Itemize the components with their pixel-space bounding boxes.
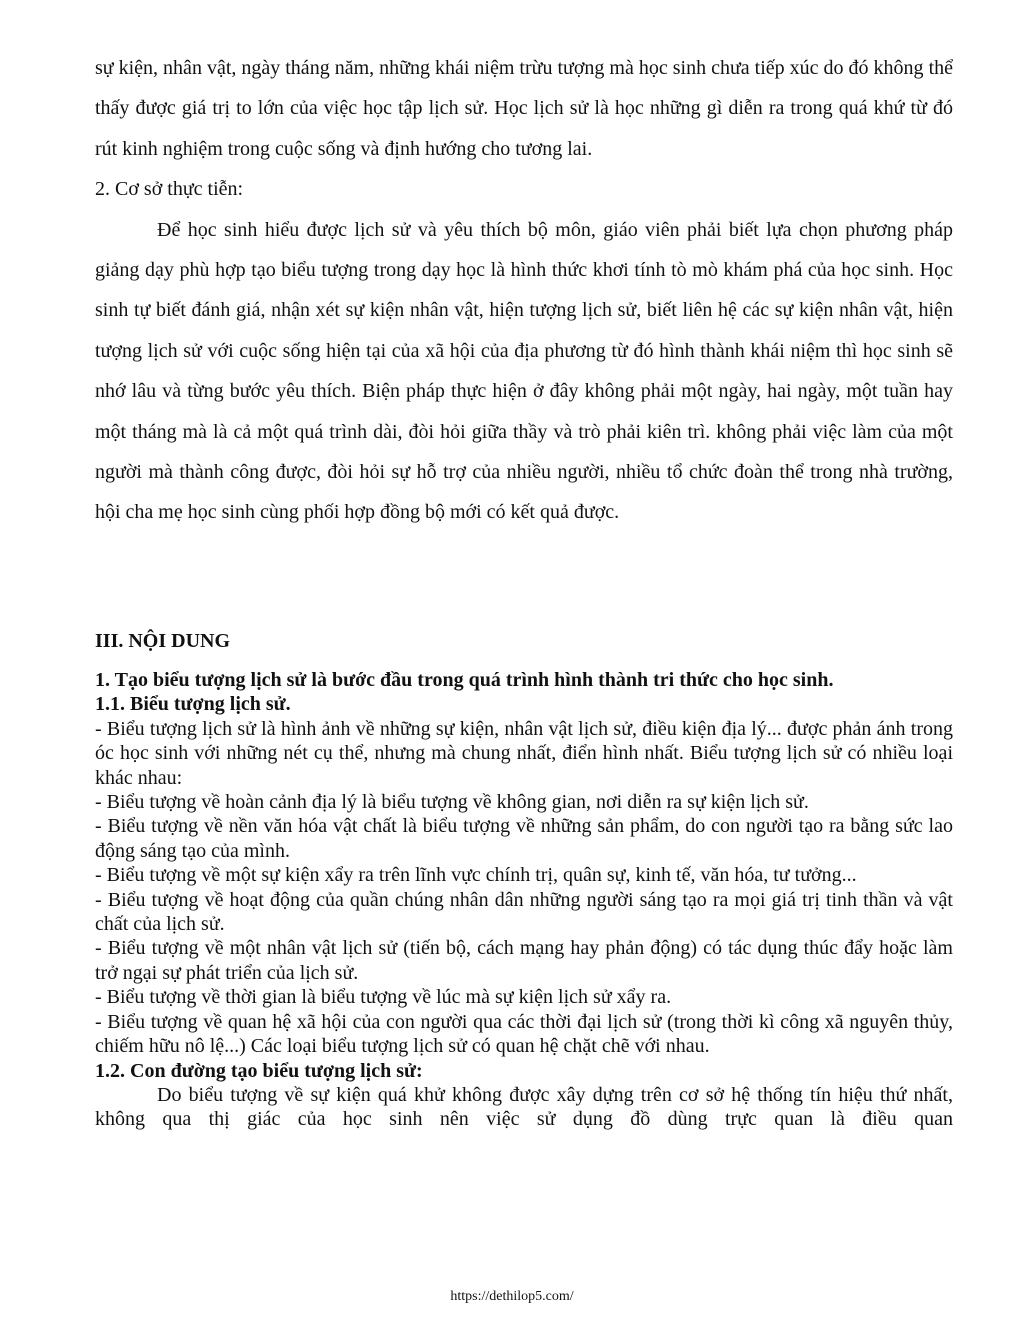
heading-con-duong-tao-bieu-tuong: 1.2. Con đường tạo biểu tượng lịch sử: <box>95 1059 423 1082</box>
heading-tao-bieu-tuong: 1. Tạo biểu tượng lịch sử là bước đầu trong quá trình hình thành tri thức cho học sinh. <box>95 669 834 691</box>
bullet-item: - Biểu tượng về nền văn hóa vật chất là biểu tượng về những sản phẩm, do con người tạo ra bằng sức lao động sáng tạo của mình. <box>95 815 953 862</box>
bullet-item: - Biểu tượng về hoạt động của quần chúng nhân dân những người sáng tạo ra mọi giá trị tinh thần và vật chất của lịch sử. <box>95 888 953 936</box>
bullet-item: - Biểu tượng về quan hệ xã hội của con người qua các thời đại lịch sử (trong thời kì công xã nguyên thủy, chiếm hữu nô lệ...) Các loại biểu tượng lịch sử có quan hệ chặt chẽ với nhau. <box>95 1010 953 1058</box>
section-noi-dung <box>95 668 953 1132</box>
bullet-item: - Biểu tượng lịch sử là hình ảnh về những sự kiện, nhân vật lịch sử, điều kiện địa lý... được phản ánh trong óc học sinh với những nét cụ thể, nhưng mà chung nhất, điển hình nhất. Biểu tượng lịch sử có nhiều loại khác nhau: <box>95 717 953 789</box>
heading-bieu-tuong-lich-su: 1.1. Biểu tượng lịch sử. <box>95 693 291 716</box>
paragraph-intro: sự kiện, nhân vật, ngày tháng năm, những khái niệm trừu tượng mà học sinh chưa tiếp xúc do đó không thể thấy được giá trị to lớn của việc học tập lịch sử. Học lịch sử là học những gì diễn ra trong quá khứ từ đó rút kinh nghiệm trong cuộc sống và định hướng cho tương lai. <box>95 57 953 160</box>
document-page <box>95 0 953 1325</box>
heading-noi-dung: III. NỘI DUNG <box>95 630 231 652</box>
bullet-item: - Biểu tượng về thời gian là biểu tượng về lúc mà sự kiện lịch sử xẩy ra. <box>95 986 672 1009</box>
paragraph-co-so-thuc-tien: Để học sinh hiểu được lịch sử và yêu thích bộ môn, giáo viên phải biết lựa chọn phương pháp giảng dạy phù hợp tạo biểu tượng trong dạy học là hình thức khơi tính tò mò khám phá của học sinh. Học sinh tự biết đánh giá, nhận xét sự kiện nhân vật, hiện tượng lịch sử, biết liên hệ các sự kiện nhân vật, hiện tượng lịch sử với cuộc sống hiện tại của xã hội của địa phương từ đó hình thành khái niệm thì học sinh sẽ nhớ lâu và từng bước yêu thích. Biện pháp thực hiện ở đây không phải một ngày, hai ngày, một tuần hay một tháng mà là cả một quá trình dài, đòi hỏi giữa thầy và trò phải kiên trì. không phải việc làm của một người mà thành công được, đòi hỏi sự hỗ trợ của nhiều người, nhiều tổ chức đoàn thể trong nhà trường, hội cha mẹ học sinh cùng phối hợp đồng bộ mới có kết quả được. <box>95 218 953 524</box>
bullet-item: - Biểu tượng về một nhân vật lịch sử (tiến bộ, cách mạng hay phản động) có tác dụng thúc đẩy hoặc làm trở ngại sự phát triển của lịch sử. <box>95 937 953 984</box>
paragraph-con-duong: Do biểu tượng về sự kiện quá khử không được xây dựng trên cơ sở hệ thống tín hiệu thứ nhất, không qua thị giác của học sinh nên việc sử dụng đồ dùng trực quan là điều quan <box>95 1083 953 1131</box>
bullet-item: - Biểu tượng về một sự kiện xẩy ra trên lĩnh vực chính trị, quân sự, kinh tế, văn hóa, tư tưởng... <box>95 864 857 887</box>
heading-co-so-thuc-tien: 2. Cơ sở thực tiễn: <box>95 178 244 201</box>
footer-url: https://dethilop5.com/ <box>450 1289 574 1304</box>
section-intro <box>95 48 953 533</box>
bullet-item: - Biểu tượng về hoàn cảnh địa lý là biểu tượng về không gian, nơi diễn ra sự kiện lịch sử. <box>95 791 809 814</box>
